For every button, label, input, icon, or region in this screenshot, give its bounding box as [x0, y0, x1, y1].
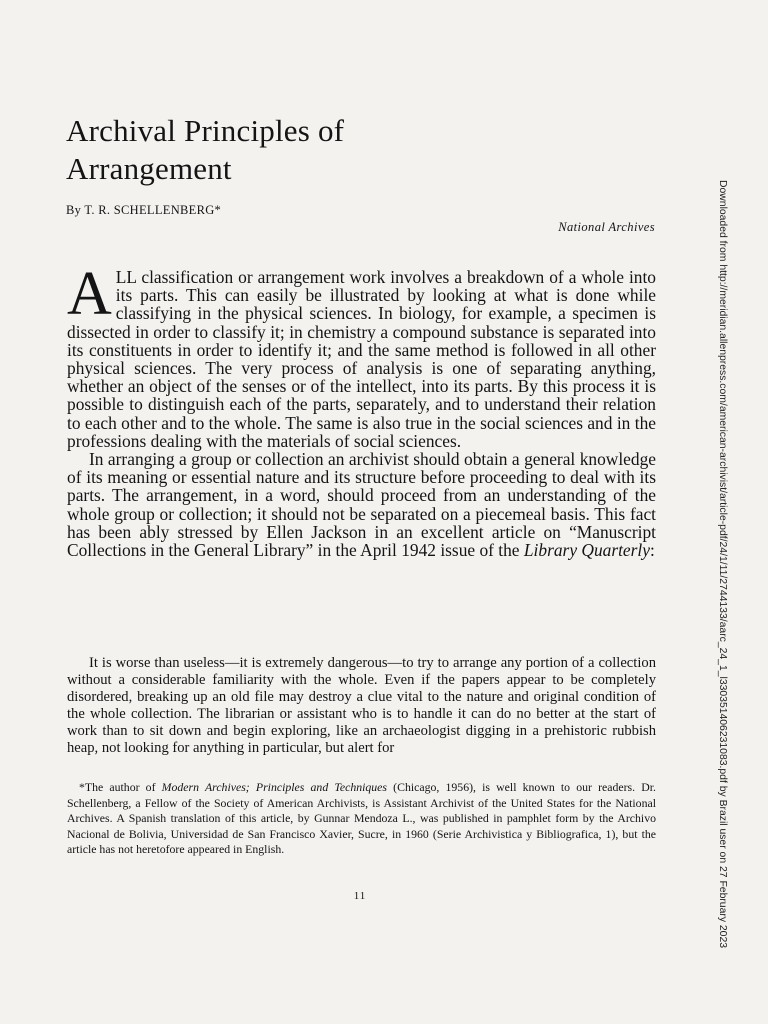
- paragraph-2-end: :: [649, 540, 655, 561]
- paragraph-1-text: LL classification or arrangement work involves a breakdown of a whole into its parts. This can easily be illustrated by looking at what is done while classifying in the physical sciences. In biology, for example, a specimen is dissected in order to classify it; in chemistry a compound substance is separated into its constituents in order to identify it; and the same method is followed in all other physical sciences. The very process of analysis is one of separating anything, whether an object of the senses or of the intellect, into its parts. By this process it is possible to distinguish each of the parts, separately, and to understand their relation to each other and to the whole. The same is also true in the social sciences and in the professions dealing with the materials of social sciences.: [67, 267, 656, 451]
- download-notice-text[interactable]: Downloaded from http://meridian.allenpress.com/american-archivist/article-pdf/24/1/11/2744133/aarc_24_1_l330351406231083.pdf by Brazil user on 27 February 2023: [717, 180, 728, 949]
- page-number: 11: [353, 890, 367, 902]
- footnote-text: [67, 780, 656, 858]
- journal-title-italic: Library Quarterly: [523, 540, 650, 561]
- drop-cap: A: [67, 260, 112, 328]
- footnote-lead: *The author of: [79, 780, 162, 794]
- block-quote: [67, 655, 656, 758]
- author-byline: By T. R. SCHELLENBERG*: [66, 203, 222, 217]
- article-title: [66, 112, 586, 188]
- footnote: [67, 780, 656, 858]
- paragraph-1: [67, 260, 656, 451]
- title-line-1: Archival Principles of: [66, 113, 345, 148]
- paragraph-2: [67, 450, 656, 559]
- download-notice: [714, 180, 730, 949]
- footnote-rest: (Chicago, 1956), is well known to our readers. Dr. Schellenberg, a Fellow of the Society of American Archivists, is Assistant Archivist of the United States for the National Archives. A Spanish translation of this article, by Gunnar Mendoza L., was published in pamphlet form by the Archivo Nacional de Bolivia, Universidad de San Francisco Xavier, Sucre, in 1960 (Serie Archivistica y Bibliografica, 1), but the article has not heretofore appeared in English.: [67, 780, 656, 856]
- block-quote-text: It is worse than useless—it is extremely dangerous—to try to arrange any portion of a collection without a considerable familiarity with the whole. Even if the papers appear to be completely disordered, breaking up an old file may destroy a clue vital to the nature and original condition of the whole collection. The librarian or assistant who is to handle it can do no better at the start of work than to sit down and begin exploring, like an archaeologist digging in a prehistoric rubbish heap, not looking for anything in particular, but alert for: [67, 655, 656, 757]
- author-affiliation: National Archives: [558, 220, 655, 234]
- article-body: [67, 260, 656, 561]
- footnote-book-title: Modern Archives; Principles and Techniques: [161, 780, 388, 794]
- title-line-2: Arrangement: [66, 151, 232, 186]
- paragraph-2-text: In arranging a group or collection an archivist should obtain a general knowledge of its meaning or essential nature and its structure before proceeding to deal with its parts. The arrangement, in a word, should proceed from an understanding of the whole group or collection; it should not be separated on a piecemeal basis. This fact has been ably stressed by Ellen Jackson in an excellent article on “Manuscript Collections in the General Library” in the April 1942 issue of the: [67, 449, 656, 561]
